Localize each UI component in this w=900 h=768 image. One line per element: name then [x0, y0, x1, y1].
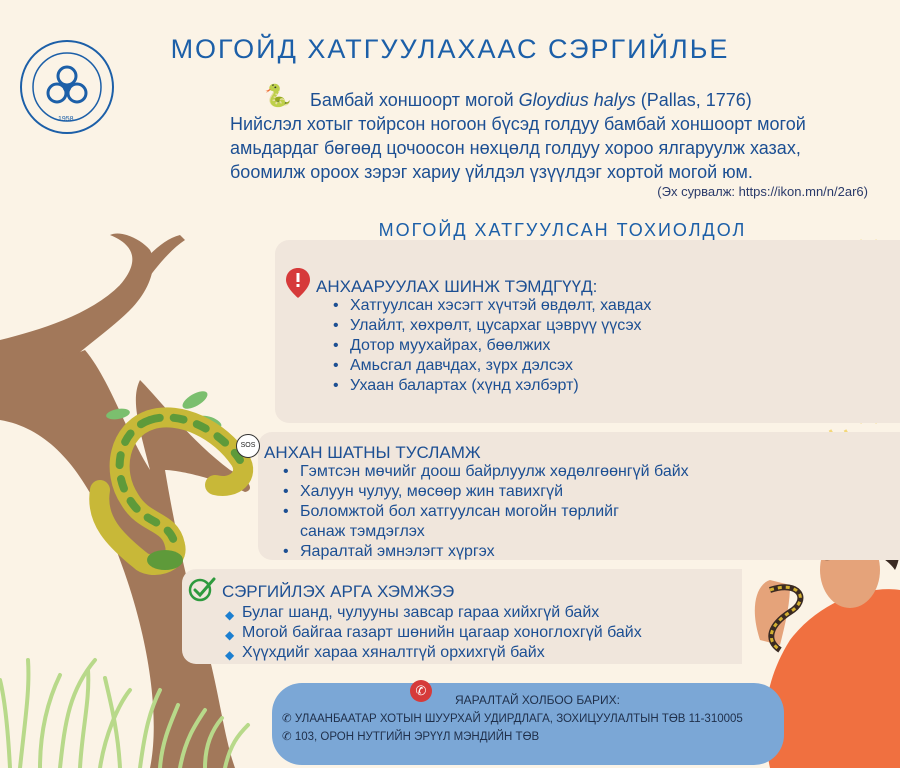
list-item: ◆ Булаг шанд, чулууны завсар гараа хийхгүй байх	[222, 603, 762, 623]
phone-icon: ✆	[410, 680, 432, 702]
list-item: ◆ Хүүхдийг хараа хяналтгүй орхихгүй байх	[222, 643, 762, 663]
first-aid-heading: АНХАН ШАТНЫ ТУСЛАМЖ	[264, 443, 481, 462]
species-line	[230, 83, 890, 112]
list-item: • Боломжтой бол хатгуулсан могойн төрлийг санаж тэмдэглэх	[280, 502, 660, 542]
list-item: ◆ Могой байгаа газарт шөнийн цагаар хоноглохгүй байх	[222, 623, 762, 643]
intro-line-4: боомилж ороох зэрэг хариу үйлдэл үзүүлдэг хортой могой юм.	[230, 162, 753, 182]
list-item: • Хатгуулсан хэсэгт хүчтэй өвдөлт, хавдах	[330, 296, 810, 316]
check-icon	[188, 576, 216, 602]
species-latin: Gloydius halys	[518, 90, 636, 110]
list-item: • Ухаан балартах (хүнд хэлбэрт)	[330, 376, 810, 396]
warning-heading: АНХААРУУЛАХ ШИНЖ ТЭМДГҮҮД:	[316, 277, 598, 296]
snake-icon: 🐍	[264, 83, 292, 108]
list-item: • Гэмтсэн мөчийг доош байрлуулж хөдөлгөөнгүй байх	[280, 462, 800, 482]
contact-line-text: 103, ОРОН НУТГИЙН ЭРҮҮЛ МЭНДИЙН ТӨВ	[294, 731, 540, 743]
contact-title: ЯАРАЛТАЙ ХОЛБОО БАРИХ:	[455, 693, 620, 707]
warning-list	[330, 296, 810, 396]
list-item: • Халуун чулуу, мөсөөр жин тавихгүй	[280, 482, 800, 502]
species-prefix: Бамбай хоншоорт могой	[310, 90, 519, 110]
contact-line: ✆ УЛААНБААТАР ХОТЫН ШУУРХАЙ УДИРДЛАГА, ЗОХИЦУУЛАЛТЫН ТӨВ 11-310005	[282, 713, 743, 725]
list-item: • Амьсгал давчдах, зүрх дэлсэх	[330, 356, 810, 376]
list-item: • Яаралтай эмнэлэгт хүргэх	[280, 542, 800, 562]
alert-icon	[286, 268, 310, 298]
source-note: (Эх сурвалж: https://ikon.mn/n/2ar6)	[657, 184, 868, 199]
logo-year: 1958	[58, 116, 74, 123]
prevention-heading: СЭРГИЙЛЭХ АРГА ХЭМЖЭЭ	[222, 582, 455, 601]
sos-icon-text: SOS	[240, 442, 256, 449]
section-title: МОГОЙД ХАТГУУЛСАН ТОХИОЛДОЛ	[378, 220, 747, 240]
contact-line: ✆ 103, ОРОН НУТГИЙН ЭРҮҮЛ МЭНДИЙН ТӨВ	[282, 731, 540, 743]
prevention-list	[222, 603, 762, 663]
first-aid-list	[280, 462, 800, 562]
list-item: • Дотор муухайрах, бөөлжих	[330, 336, 810, 356]
intro-line-3: амьдардаг бөгөөд цочоосон нөхцөлд голдуу хороо ялгаруулж хазах,	[230, 138, 801, 158]
page-title: МОГОЙД ХАТГУУЛАХААС СЭРГИЙЛЬЕ	[170, 34, 730, 64]
intro-line-2: Нийслэл хотыг тойрсон ногоон бүсэд голдуу бамбай хоншоорт могой	[230, 114, 806, 134]
contact-line-text: УЛААНБААТАР ХОТЫН ШУУРХАЙ УДИРДЛАГА, ЗОХИЦУУЛАЛТЫН ТӨВ 11-310005	[294, 713, 743, 725]
intro-text	[230, 83, 890, 184]
list-item: • Улайлт, хөхрөлт, цусархаг цэврүү үүсэх	[330, 316, 810, 336]
species-suffix: (Pallas, 1776)	[635, 90, 752, 110]
sos-icon	[236, 434, 260, 458]
